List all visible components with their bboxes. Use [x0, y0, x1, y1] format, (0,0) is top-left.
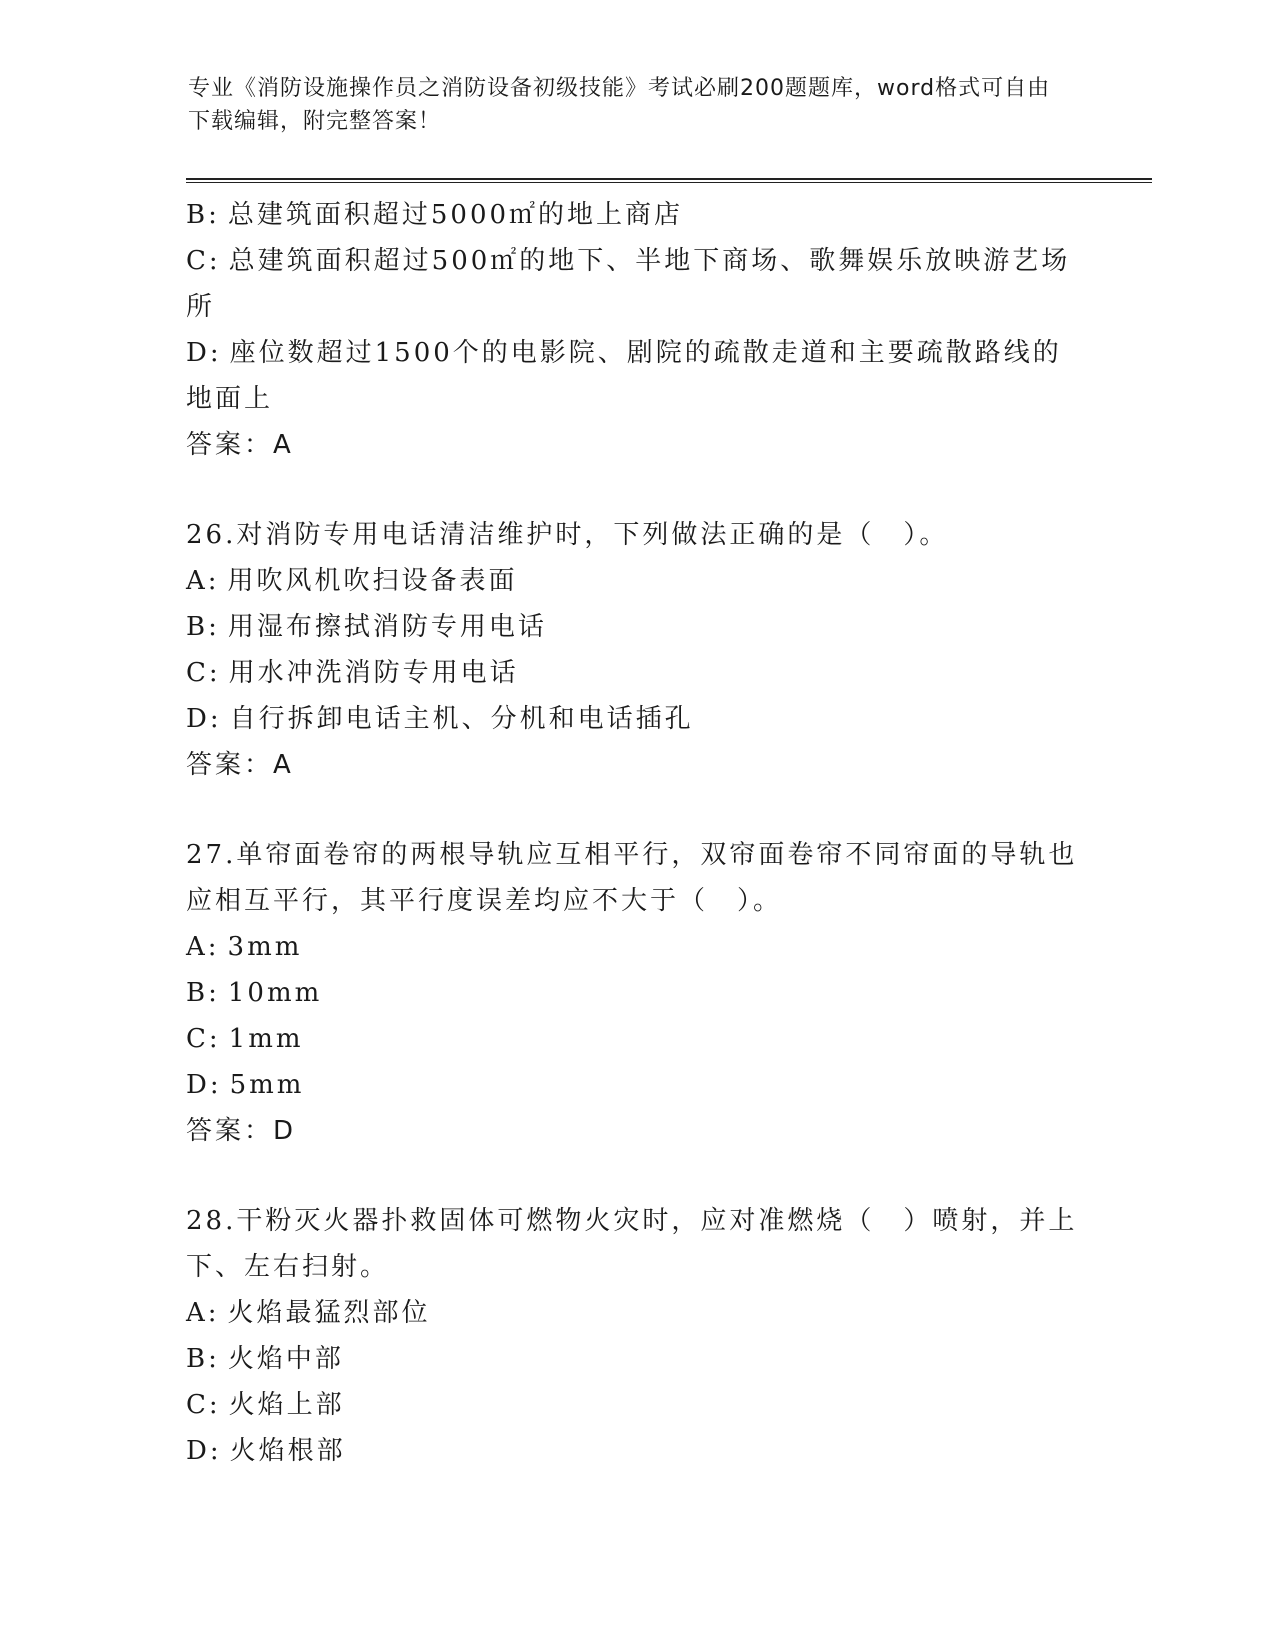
header-text: 专业《消防设施操作员之消防设备初级技能》考试必刷200题题库，word格式可自由下载编辑，附完整答案！ [188, 76, 1051, 134]
question-26 [186, 512, 1086, 788]
option-b: B: 总建筑面积超过5000㎡的地上商店 [186, 200, 684, 230]
spacer [186, 1154, 1086, 1198]
option-b: B: 火焰中部 [186, 1344, 344, 1374]
question-28 [186, 1198, 1086, 1474]
question-27 [186, 832, 1086, 1154]
option-a: A: 用吹风机吹扫设备表面 [186, 566, 518, 596]
answer: 答案：A [186, 430, 294, 460]
question-stem: 27.单帘面卷帘的两根导轨应互相平行，双帘面卷帘不同帘面的导轨也应相互平行，其平行度误差均应不大于（ ）。 [186, 840, 1078, 916]
answer: 答案：D [186, 1116, 297, 1146]
option-c: C: 总建筑面积超过500㎡的地下、半地下商场、歌舞娱乐放映游艺场所 [186, 246, 1071, 322]
option-a: A: 3mm [186, 932, 303, 962]
spacer [186, 788, 1086, 832]
page-header [188, 72, 1068, 138]
option-c: C: 1mm [186, 1024, 304, 1054]
option-d: D: 自行拆卸电话主机、分机和电话插孔 [186, 704, 694, 734]
option-c: C: 用水冲洗消防专用电话 [186, 658, 519, 688]
answer: 答案：A [186, 750, 294, 780]
option-c: C: 火焰上部 [186, 1390, 345, 1420]
document-body [186, 192, 1086, 1474]
header-divider [186, 178, 1152, 183]
option-b: B: 用湿布擦拭消防专用电话 [186, 612, 547, 642]
option-a: A: 火焰最猛烈部位 [186, 1298, 431, 1328]
option-d: D: 5mm [186, 1070, 305, 1100]
option-d: D: 火焰根部 [186, 1436, 346, 1466]
option-b: B: 10mm [186, 978, 323, 1008]
question-fragment [186, 192, 1086, 468]
question-stem: 26.对消防专用电话清洁维护时，下列做法正确的是（ ）。 [186, 520, 949, 550]
question-stem: 28.干粉灭火器扑救固体可燃物火灾时，应对准燃烧（ ）喷射，并上下、左右扫射。 [186, 1206, 1078, 1282]
spacer [186, 468, 1086, 512]
option-d: D: 座位数超过1500个的电影院、剧院的疏散走道和主要疏散路线的地面上 [186, 338, 1062, 414]
